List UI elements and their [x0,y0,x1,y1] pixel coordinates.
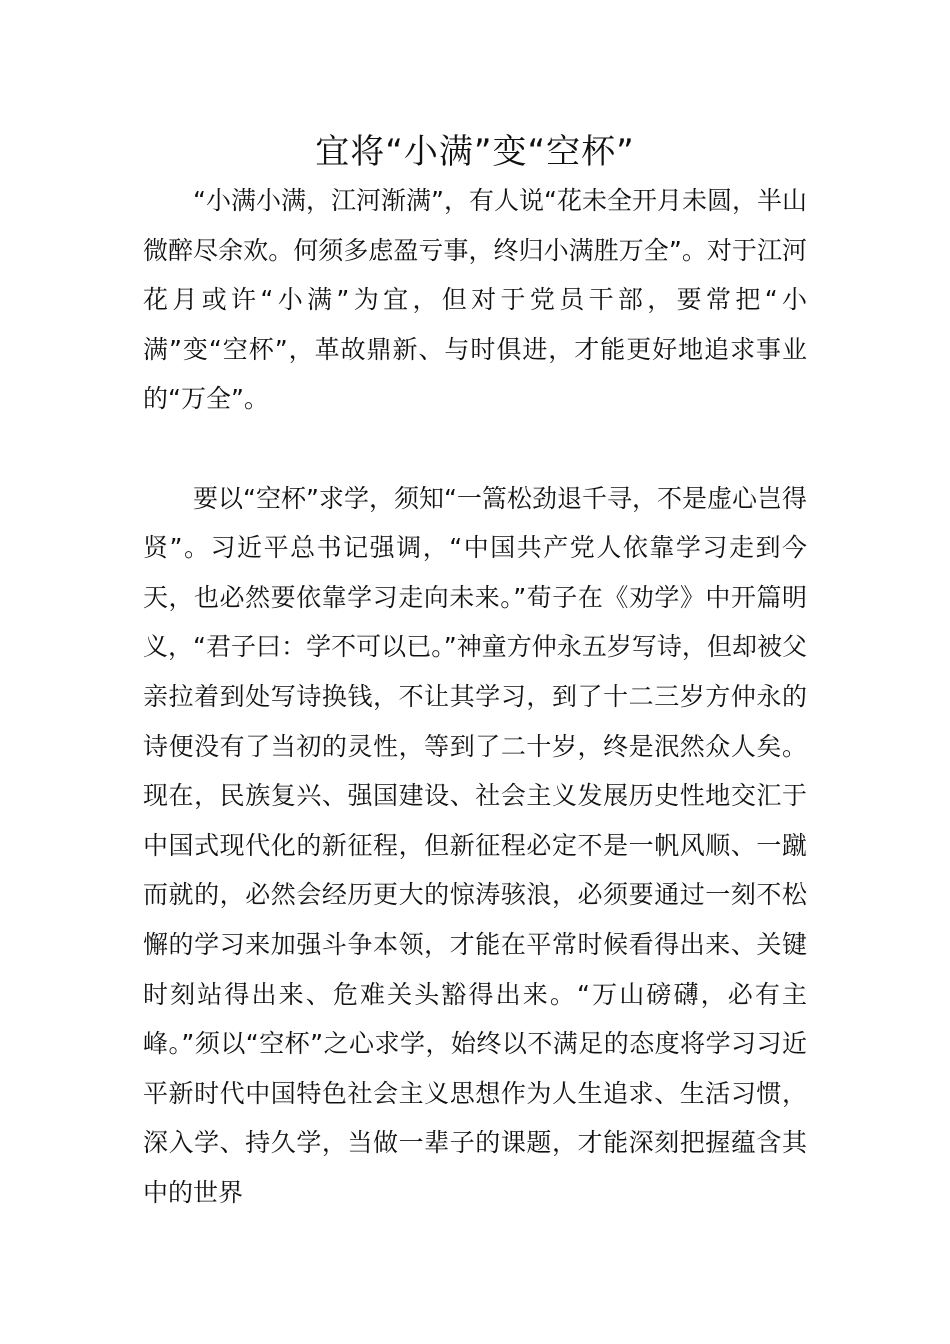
paragraph-study: 要以“空杯”求学，须知“一篙松劲退千寻，不是虚心岂得贤”。习近平总书记强调，“中国共产党人依靠学习走到今天，也必然要依靠学习走向未来。”荀子在《劝学》中开篇明义，“君子曰：学不可以已。”神童方仲永五岁写诗，但却被父亲拉着到处写诗换钱，不让其学习，到了十二三岁方仲永的诗便没有了当初的灵性，等到了二十岁，终是泯然众人矣。现在，民族复兴、强国建设、社会主义发展历史性地交汇于中国式现代化的新征程，但新征程必定不是一帆风顺、一蹴而就的，必然会经历更大的惊涛骇浪，必须要通过一刻不松懈的学习来加强斗争本领，才能在平常时候看得出来、关键时刻站得出来、危难关头豁得出来。“万山磅礴，必有主峰。”须以“空杯”之心求学，始终以不满足的态度将学习习近平新时代中国特色社会主义思想作为人生追求、生活习惯，深入学、持久学，当做一辈子的课题，才能深刻把握蕴含其中的世界 [143,483,807,1207]
paragraph-spacer [143,424,807,474]
document-title: 宜将“小满”变“空杯” [315,132,635,172]
paragraph-intro: “小满小满，江河渐满”，有人说“花未全开月未圆，半山微醉尽余欢。何须多虑盈亏事，终归小满胜万全”。对于江河花月或许“小满”为宜，但对于党员干部，要常把“小满”变“空杯”，革故鼎新、与时俱进，才能更好地追求事业的“万全”。 [143,186,807,414]
document-content [143,128,807,1217]
